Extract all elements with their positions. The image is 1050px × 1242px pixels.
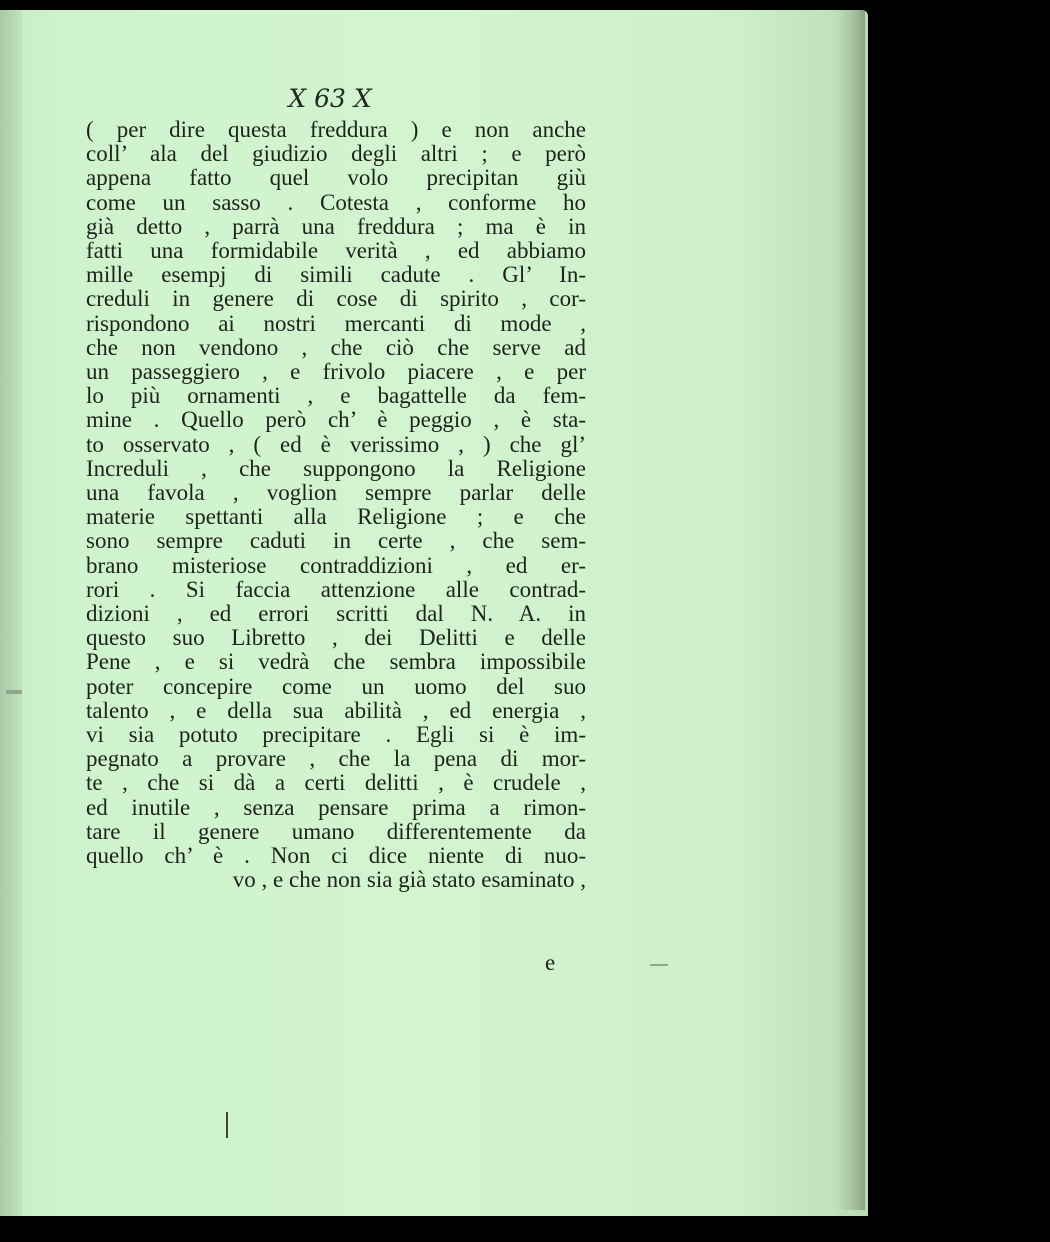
- page-body: [86, 118, 586, 893]
- text-line: questo suo Libretto , dei Delitti e delle: [86, 625, 586, 651]
- text-line: brano misteriose contraddizioni , ed er-: [86, 552, 586, 578]
- text-line: che non vendono , che ciò che serve ad: [86, 334, 586, 360]
- text-line: come un sasso . Cotesta , conforme ho: [86, 189, 586, 215]
- gutter-edge: [0, 10, 22, 1216]
- text-line: una favola , voglion sempre parlar delle: [86, 480, 586, 506]
- text-line: mine . Quello però ch’ è peggio , è sta-: [86, 407, 586, 433]
- text-line: talento , e della sua abilità , ed energia ,: [86, 697, 586, 723]
- paper-speck: [6, 690, 22, 694]
- text-line: già detto , parrà una freddura ; ma è in: [86, 213, 586, 239]
- text-line: lo più ornamenti , e bagattelle da fem-: [86, 383, 586, 409]
- page-number-header: X 63 X: [288, 84, 372, 113]
- text-line: un passeggiero , e frivolo piacere , e per: [86, 359, 586, 385]
- text-line: Increduli , che suppongono la Religione: [86, 455, 586, 481]
- text-line: creduli in genere di cose di spirito , cor-: [86, 286, 586, 312]
- text-line: to osservato , ( ed è verissimo , ) che gl’: [86, 431, 586, 457]
- text-line: fatti una formidabile verità , ed abbiamo: [86, 238, 586, 264]
- text-line: coll’ ala del giudizio degli altri ; e però: [86, 141, 586, 167]
- text-line: appena fatto quel volo precipitan giù: [86, 165, 586, 191]
- page-fore-edge: [835, 10, 865, 1210]
- text-line: mille esempj di simili cadute . Gl’ In-: [86, 262, 586, 288]
- catchword: e: [545, 950, 556, 975]
- text-line: quello ch’ è . Non ci dice niente di nuo-: [86, 843, 586, 869]
- paper-speck: [650, 964, 668, 966]
- text-line: ed inutile , senza pensare prima a rimon-: [86, 794, 586, 820]
- text-line: sono sempre caduti in certe , che sem-: [86, 528, 586, 554]
- text-line: ( per dire questa freddura ) e non anche: [86, 117, 586, 142]
- text-line: rispondono ai nostri mercanti di mode ,: [86, 310, 586, 336]
- text-line: materie spettanti alla Religione ; e che: [86, 504, 586, 530]
- text-line: vi sia potuto precipitare . Egli si è im-: [86, 722, 586, 748]
- text-line: Pene , e si vedrà che sembra impossibile: [86, 649, 586, 675]
- text-line: te , che si dà a certi delitti , è crudele ,: [86, 770, 586, 796]
- text-line: tare il genere umano differentemente da: [86, 818, 586, 844]
- paper-speck: [226, 1112, 228, 1138]
- text-line: dizioni , ed errori scritti dal N. A. in: [86, 601, 586, 627]
- text-line: poter concepire come un uomo del suo: [86, 673, 586, 699]
- text-line: pegnato a provare , che la pena di mor-: [86, 746, 586, 772]
- text-line: rori . Si faccia attenzione alle contrad-: [86, 576, 586, 602]
- text-line: vo , e che non sia già stato esaminato ,: [232, 867, 586, 893]
